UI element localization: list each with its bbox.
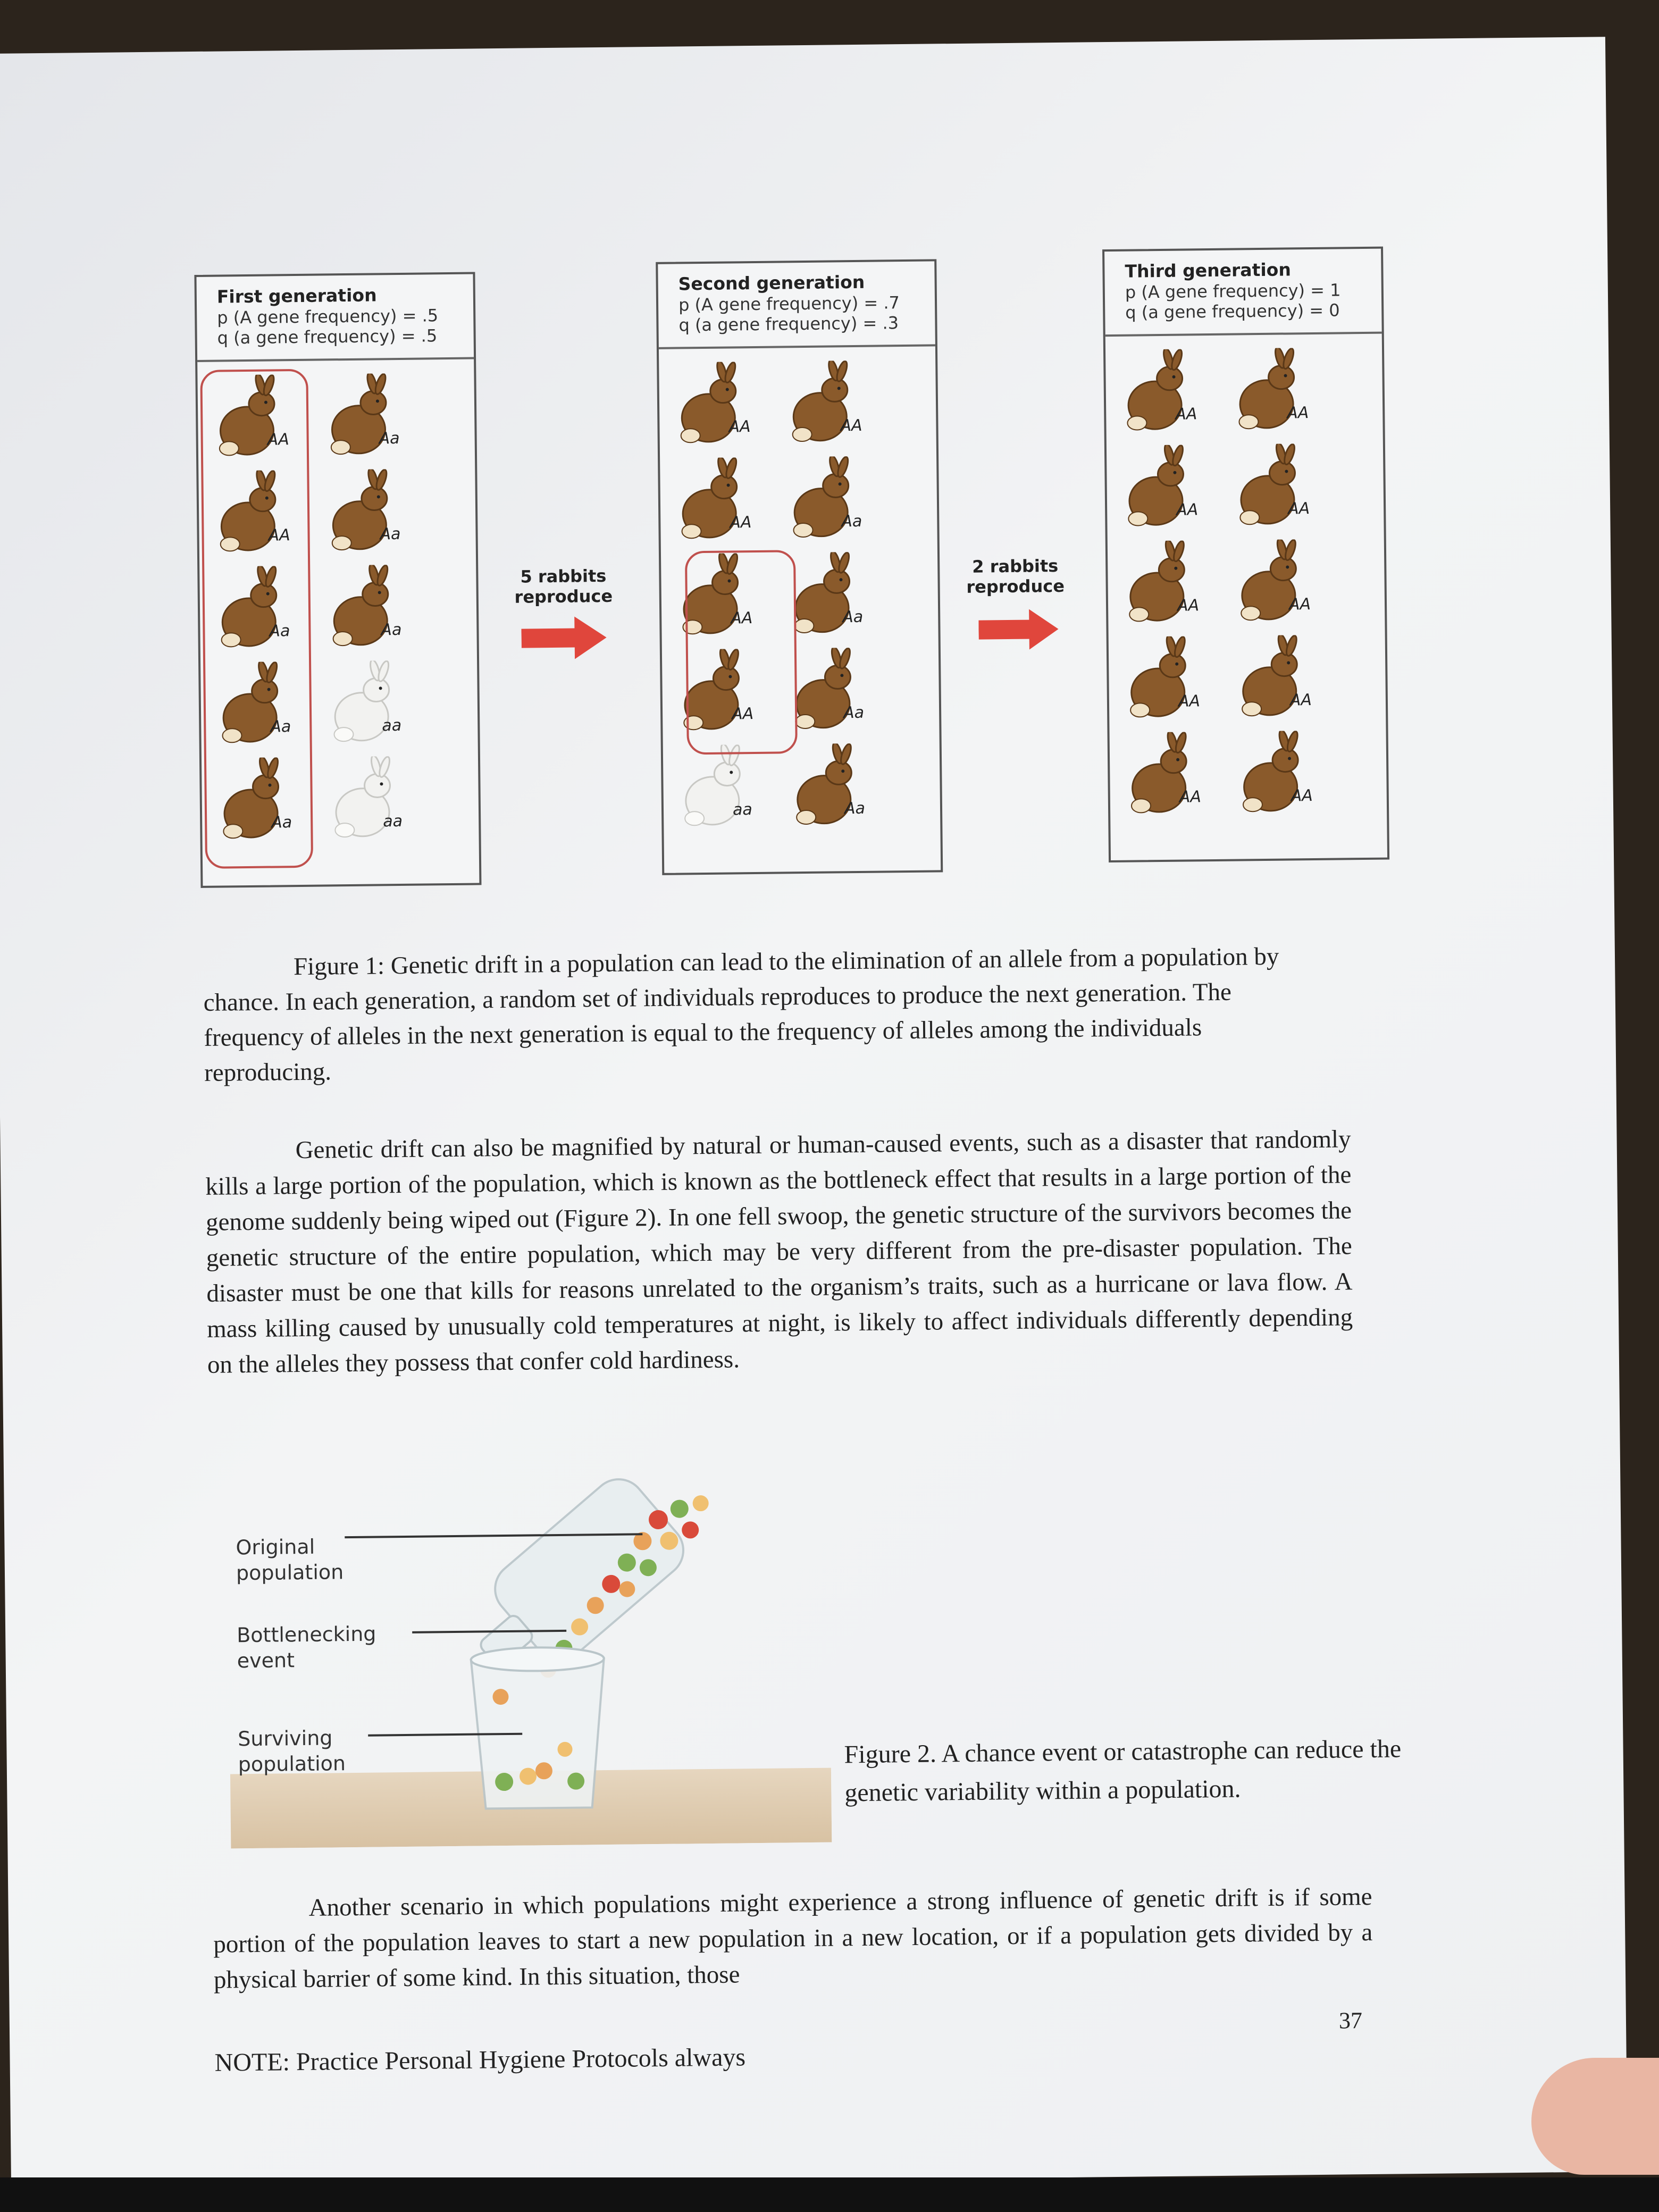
body-paragraph-2: Another scenario in which populations might experience a strong influence of genetic drift is if some portion of the population leaves to start a new population in a new location, or if a population gets divided by a physical barrier of some kind. In this situation, those [213,1882,1373,1994]
generation-panel-1 [194,272,481,887]
q-frequency: q (a gene frequency) = .5 [217,325,438,348]
genotype-label: AA [1175,405,1197,424]
arrow-label-line: 5 rabbits [520,565,607,587]
genotype-label: AA [731,609,753,628]
genotype-label: Aa [844,799,866,818]
genotype-label: Aa [379,429,400,448]
rabbit-grid [659,346,941,870]
generation-header [658,261,935,349]
figure-1-caption: Figure 1: Genetic drift in a population can lead to the elimination of an allele from a population by chance. In each generation, a random set of individuals reproduces to produce the next generation. The frequency of alleles in the next generation is equal to the frequency of alleles among the individuals reproducing. [203,942,1279,1087]
genotype-label: aa [382,716,402,735]
generation-title: Second generation [678,271,865,295]
arrow-label-line: reproduce [514,585,613,607]
genotype-label: AA [1287,499,1310,518]
arrow-label-line: reproduce [966,575,1065,597]
genotype-label: AA [730,513,752,532]
rabbit-grid [197,359,479,884]
arrow-label-line: 2 rabbits [972,556,1059,577]
genotype-label: AA [1288,595,1311,614]
document-page [0,37,1628,2189]
reproducing-selection-box [200,369,313,869]
genotype-label: aa [383,811,403,831]
genotype-label: Aa [380,524,401,544]
genotype-label: Aa [843,703,865,723]
genotype-label: AA [731,705,754,724]
label-line: population [236,1560,344,1585]
bottom-bar [0,2177,1659,2212]
q-frequency: q (a gene frequency) = .3 [678,313,899,336]
genotype-label: Aa [381,620,402,640]
arrow-label-2 [957,556,1074,597]
generation-title: Third generation [1125,259,1292,282]
genotype-label: Aa [270,717,291,736]
right-arrow-icon [521,616,607,660]
generation-title: First generation [216,284,377,307]
genotype-label: AA [1177,596,1200,615]
label-original-population [236,1534,343,1586]
arrow-label-1 [505,566,622,607]
label-line: Original [236,1535,315,1560]
genotype-label: Aa [842,607,864,627]
label-surviving-population [238,1725,346,1777]
genotype-label: AA [268,526,290,545]
reproducing-selection-box [685,550,798,755]
label-line: Surviving [238,1726,333,1751]
genotype-label: AA [267,430,289,449]
genotype-label: AA [1289,691,1312,710]
label-line: Bottlenecking [237,1622,376,1647]
generation-header [196,274,474,362]
label-bottlenecking-event [237,1621,376,1674]
label-line: event [237,1648,295,1673]
p-frequency: p (A gene frequency) = .5 [217,305,439,328]
page-number: 37 [1338,2007,1363,2034]
genotype-label: AA [1179,787,1202,807]
genotype-label: AA [728,417,751,437]
figure-2-caption: Figure 2. A chance event or catastrophe can reduce the genetic variability within a population. [844,1735,1402,1807]
label-line: population [238,1752,346,1777]
footer-note: NOTE: Practice Personal Hygiene Protocols always [214,2043,746,2077]
genotype-label: AA [1176,500,1199,520]
p-frequency: p (A gene frequency) = 1 [1125,280,1341,303]
genotype-label: aa [732,800,752,819]
generation-header [1104,249,1382,337]
body-paragraph-1: Genetic drift can also be magnified by natural or human-caused events, such as a disaster that randomly kills a large portion of the population, which is known as the bottleneck effect that results in a large portion of the genome suddenly being wiped out (Figure 2). In one fell swoop, the genetic structure of the survivors becomes the genetic structure of the entire population, which may be very different from the pre-disaster population. The disaster must be one that kills for reasons unrelated to the organism’s traits, such as a hurricane or lava flow. A mass killing caused by unusually cold temperatures at night, is likely to affect individuals differently depending on the alleles they possess that confer cold hardiness. [205,1125,1353,1379]
generation-panel-3 [1102,247,1389,862]
genotype-label: AA [1178,692,1201,711]
genotype-label: AA [840,416,862,435]
right-arrow-icon [978,609,1059,650]
genotype-label: Aa [271,813,292,832]
generation-panel-2 [656,259,943,875]
genotype-label: Aa [841,512,862,531]
p-frequency: p (A gene frequency) = .7 [678,292,900,315]
genotype-label: Aa [269,622,290,641]
genotype-label: AA [1287,404,1309,423]
rabbit-grid [1105,334,1387,858]
genotype-label: AA [1291,786,1313,806]
q-frequency: q (a gene frequency) = 0 [1125,300,1340,323]
thumb [1531,2058,1659,2175]
